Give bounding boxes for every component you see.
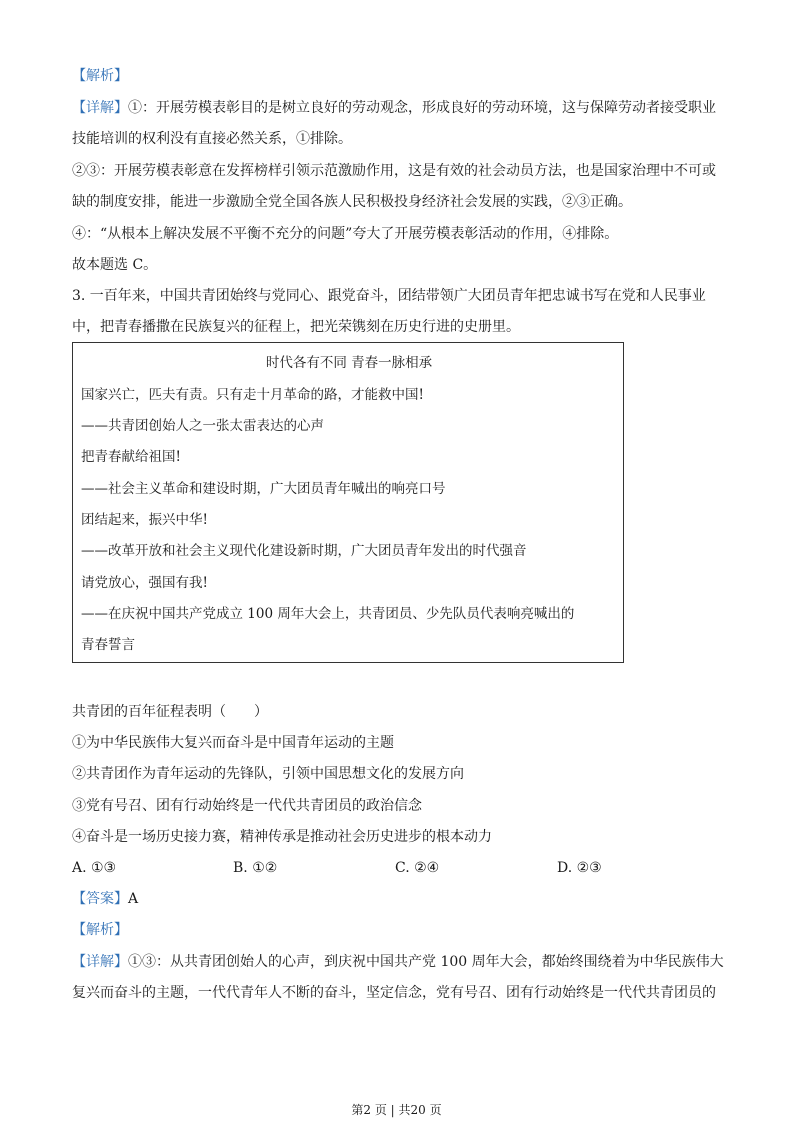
statement: ①为中华民族伟大复兴而奋斗是中国青年运动的主题 — [72, 735, 394, 751]
quote-line: ——共青团创始人之一张太雷表达的心声 — [81, 418, 324, 434]
detail-tag: 【详解】 — [72, 100, 128, 116]
question-prompt: 共青团的百年征程表明（ ） — [72, 704, 268, 720]
analysis-tag: 【解析】 — [72, 922, 128, 938]
answer-tag: 【答案】 — [72, 891, 128, 907]
detail-line: 复兴而奋斗的主题，一代代青年人不断的奋斗，坚定信念，党有号召、团有行动始终是一代代共青团员的 — [72, 985, 716, 1001]
question-stem: 3. 一百年来，中国共青团始终与党同心、跟党奋斗，团结带领广大团员青年把忠诚书写在党和人民事业 — [72, 288, 706, 304]
statement: ②共青团作为青年运动的先锋队，引领中国思想文化的发展方向 — [72, 766, 464, 782]
analysis-tag: 【解析】 — [72, 68, 128, 84]
detail-tag: 【详解】 — [72, 954, 128, 970]
quote-line: 国家兴亡，匹夫有责。只有走十月革命的路，才能救中国! — [81, 387, 424, 403]
statement: ③党有号召、团有行动始终是一代代共青团员的政治信念 — [72, 798, 422, 814]
detail-text: ①③：从共青团创始人的心声，到庆祝中国共产党 100 周年大会，都始终围绕着为中华民族伟大 — [128, 954, 724, 970]
page-footer: 第2 页 | 共20 页 — [351, 1103, 442, 1117]
quote-line: 把青春献给祖国! — [81, 449, 181, 465]
option-a: A. ①③ — [72, 860, 117, 876]
answer-value: A — [128, 891, 139, 907]
detail-line — [72, 952, 727, 972]
detail-line: ④：“从根本上解决发展不平衡不充分的问题”夸大了开展劳模表彰活动的作用，④排除。 — [72, 226, 619, 242]
detail-text: ①：开展劳模表彰目的是树立良好的劳动观念，形成良好的劳动环境，这与保障劳动者接受职业 — [128, 100, 716, 116]
option-d: D. ②③ — [557, 860, 602, 876]
quote-line: 团结起来，振兴中华! — [81, 512, 208, 528]
answer-line — [72, 889, 727, 909]
quote-line: ——改革开放和社会主义现代化建设新时期，广大团员青年发出的时代强音 — [81, 543, 527, 559]
quote-line: ——社会主义革命和建设时期，广大团员青年喊出的响亮口号 — [81, 481, 446, 497]
conclusion: 故本题选 C。 — [72, 257, 158, 273]
quote-box-title: 时代各有不同 青春一脉相承 — [265, 355, 433, 371]
statement: ④奋斗是一场历史接力赛，精神传承是推动社会历史进步的根本动力 — [72, 829, 492, 845]
question-stem: 中，把青春播撒在民族复兴的征程上，把光荣镌刻在历史行进的史册里。 — [72, 319, 520, 335]
detail-line — [72, 98, 727, 118]
quote-line: ——在庆祝中国共产党成立 100 周年大会上，共青团员、少先队员代表响亮喊出的 — [81, 606, 575, 622]
option-b: B. ①② — [233, 860, 278, 876]
detail-line: 技能培训的权利没有直接必然关系，①排除。 — [72, 131, 352, 147]
detail-line: 缺的制度安排，能进一步激励全党全国各族人民积极投身经济社会发展的实践，②③正确。 — [72, 194, 632, 210]
quote-box — [72, 342, 624, 663]
option-c: C. ②④ — [395, 860, 440, 876]
quote-line: 青春誓言 — [81, 637, 135, 653]
detail-line: ②③：开展劳模表彰意在发挥榜样引领示范激励作用，这是有效的社会动员方法，也是国家治理中不可或 — [72, 163, 716, 179]
quote-line: 请党放心，强国有我! — [81, 575, 208, 591]
